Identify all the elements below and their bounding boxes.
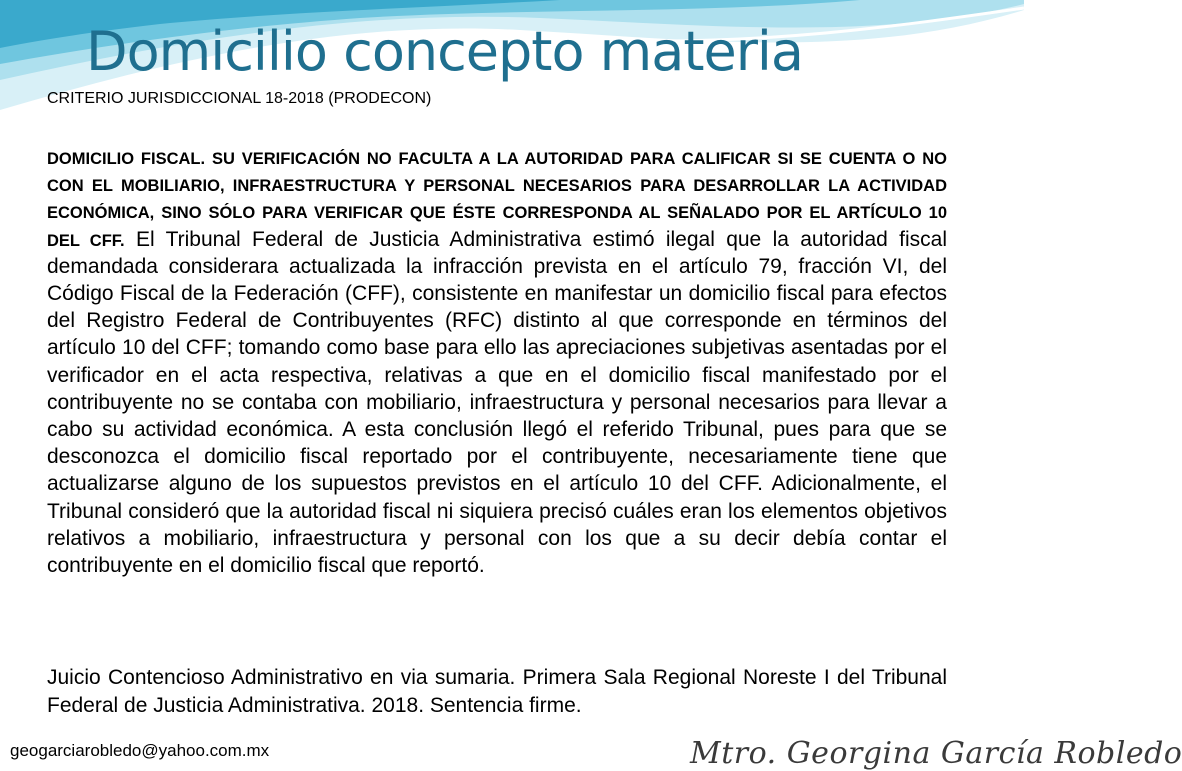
criterion-heading: DOMICILIO FISCAL. SU VERIFICACIÓN NO FACULTA A LA AUTORIDAD PARA CALIFICAR SI SE CUENTA O NO CON EL MOBILIARIO, INFRAESTRUCTURA Y PERSONAL NECESARIOS PARA DESARROLLAR LA ACTIVIDAD ECONÓMICA, SINO SÓLO PARA VERIFICAR QUE ÉSTE CORRESPONDA AL SEÑALADO POR EL ARTÍCULO 10 DEL CFF. <box>47 150 947 250</box>
criterion-body <box>47 144 947 579</box>
criterion-subtitle: CRITERIO JURISDICCIONAL 18-2018 (PRODECON) <box>47 90 432 107</box>
author-email: geogarciarobledo@yahoo.com.mx <box>10 741 270 760</box>
author-signature: Mtro. Georgina García Robledo <box>690 736 1182 771</box>
slide-title: Domicilio concepto materia <box>86 20 804 83</box>
criterion-text: El Tribunal Federal de Justicia Administrativa estimó ilegal que la autoridad fiscal demandada considerara actualizada la infracción prevista en el artículo 79, fracción VI, del Código Fiscal de la Federación (CFF), consistente en manifestar un domicilio fiscal para efectos del Registro Federal de Contribuyentes (RFC) distinto al que corresponde en términos del artículo 10 del CFF; tomando como base para ello las apreciaciones subjetivas asentadas por el verificador en el acta respectiva, relativas a que en el domicilio fiscal manifestado por el contribuyente no se contaba con mobiliario, infraestructura y personal necesarios para llevar a cabo su actividad económica. A esta conclusión llegó el referido Tribunal, pues para que se desconozca el domicilio fiscal reportado por el contribuyente, necesariamente tiene que actualizarse alguno de los supuestos previstos en el artículo 10 del CFF. Adicionalmente, el Tribunal consideró que la autoridad fiscal ni siquiera precisó cuáles eran los elementos objetivos relativos a mobiliario, infraestructura y personal con los que a su decir debía contar el contribuyente en el domicilio fiscal que reportó. <box>47 227 947 578</box>
case-citation: Juicio Contencioso Administrativo en via sumaria. Primera Sala Regional Noreste I del Tribunal Federal de Justicia Administrativa. 2018. Sentencia firme. <box>47 666 947 717</box>
